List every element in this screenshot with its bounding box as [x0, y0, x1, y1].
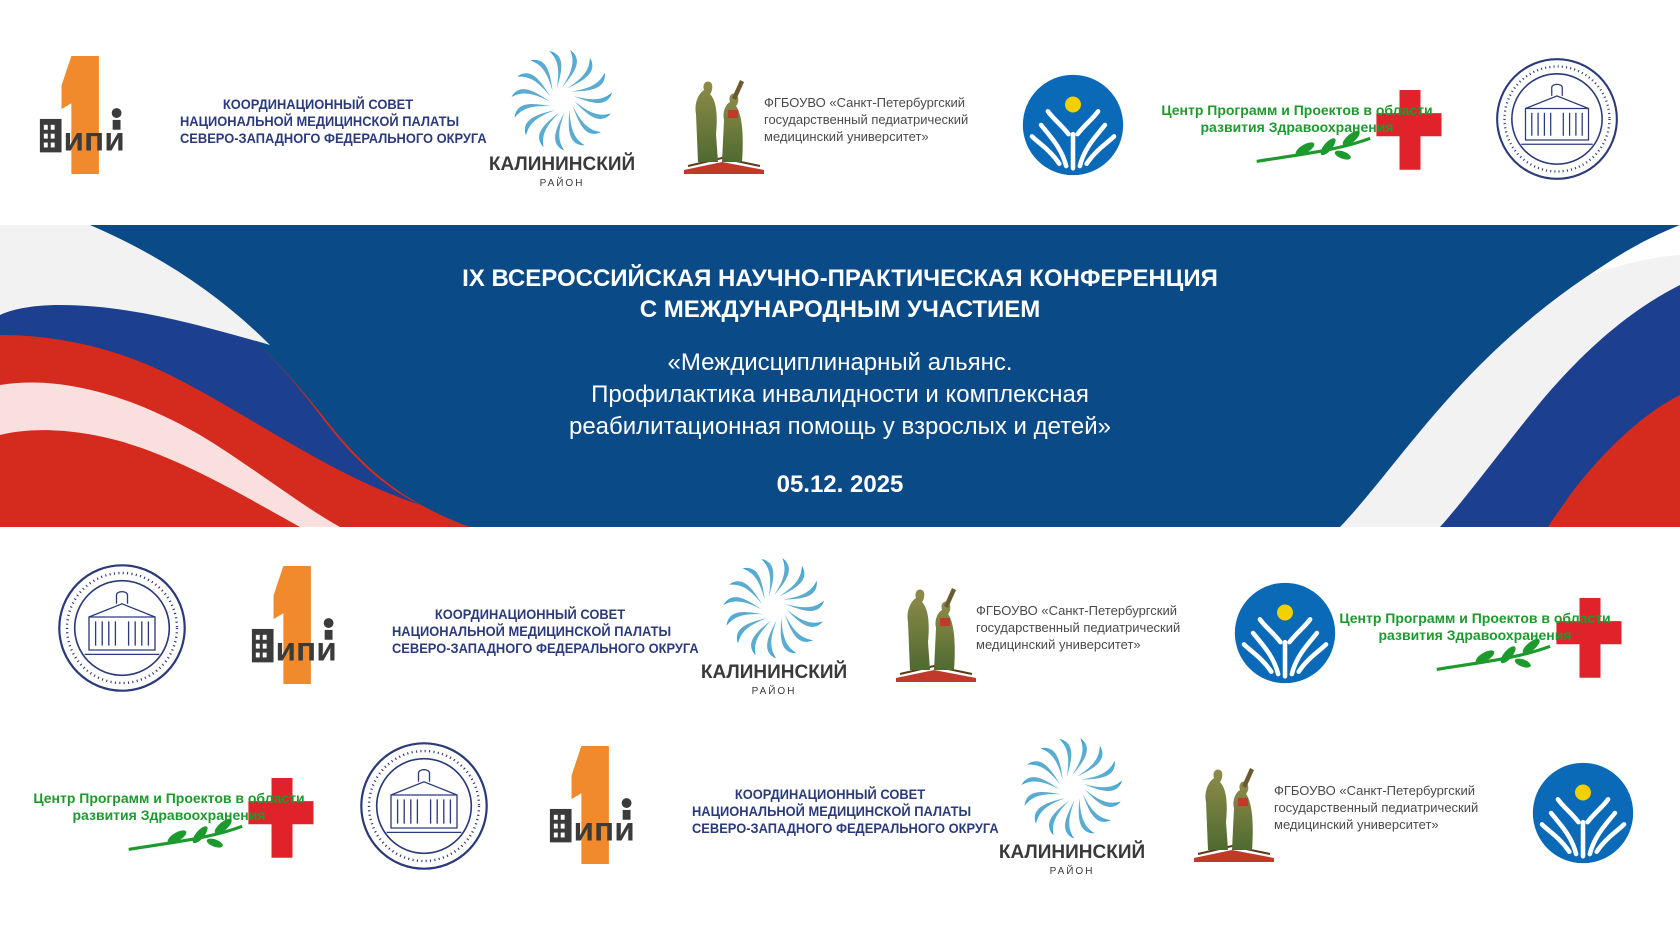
council-line3: СЕВЕРО-ЗАПАДНОГО ФЕДЕРАЛЬНОГО ОКРУГА [392, 640, 699, 656]
health-center-line1: Центр Программ и Проектов в области [33, 790, 305, 806]
kalininsky-name: КАЛИНИНСКИЙ [488, 154, 636, 175]
health-center-text [1152, 102, 1442, 136]
council-line2: НАЦИОНАЛЬНОЙ МЕДИЦИНСКОЙ ПАЛАТЫ [692, 803, 972, 819]
university-seal-icon [1494, 56, 1620, 182]
dipi-logo-icon [28, 56, 158, 174]
spbgpmu-line2: государственный педиатрический [764, 112, 969, 127]
title-line2: С МЕЖДУНАРОДНЫМ УЧАСТИЕМ [639, 296, 1041, 323]
health-center-line2: развития Здравоохранения [1200, 119, 1394, 135]
kalininsky-sub: РАЙОН [751, 686, 797, 697]
subtitle-line2: Профилактика инвалидности и комплексная [591, 381, 1089, 408]
spbgpmu-line2: государственный педиатрический [1274, 800, 1479, 815]
subtitle-line3: реабилитационная помощь у взрослых и детей» [568, 413, 1112, 440]
kalininsky-sub: РАЙОН [539, 178, 585, 189]
spbgpmu-statue-icon [884, 578, 984, 686]
coordination-council-text [692, 786, 999, 837]
council-line2: НАЦИОНАЛЬНОЙ МЕДИЦИНСКОЙ ПАЛАТЫ [392, 623, 672, 639]
cis-emblem-icon [1228, 576, 1342, 690]
health-center-line2: развития Здравоохранения [1378, 627, 1572, 643]
council-line2: НАЦИОНАЛЬНОЙ МЕДИЦИНСКОЙ ПАЛАТЫ [180, 113, 460, 129]
health-center-text [1330, 610, 1620, 644]
kalininsky-name: КАЛИНИНСКИЙ [998, 842, 1146, 863]
health-center-line1: Центр Программ и Проектов в области [1161, 102, 1433, 118]
conference-title [340, 263, 1340, 325]
university-seal-icon [358, 740, 490, 872]
dipi-logo-icon [538, 746, 668, 864]
health-center-text [24, 790, 314, 824]
health-center-line1: Центр Программ и Проектов в области [1339, 610, 1611, 626]
spbgpmu-line3: медицинский университет» [764, 129, 929, 144]
spbgpmu-line1: ФГБОУВО «Санкт-Петербургский [1274, 783, 1475, 798]
kalininsky-swirl-icon [722, 556, 826, 660]
university-seal-icon [56, 562, 188, 694]
council-line1: КООРДИНАЦИОННЫЙ СОВЕТ [222, 96, 414, 112]
kalininsky-name: КАЛИНИНСКИЙ [700, 662, 848, 683]
conference-subtitle [340, 347, 1340, 443]
dipi-logo-icon [240, 566, 370, 684]
coordination-council-text [392, 606, 699, 657]
spbgpmu-statue-icon [1182, 758, 1282, 866]
conference-date: 05.12. 2025 [776, 471, 904, 498]
health-center-line2: развития Здравоохранения [72, 807, 266, 823]
spbgpmu-statue-icon [672, 70, 772, 178]
spbgpmu-text [1274, 782, 1478, 833]
cis-emblem-icon [1526, 756, 1640, 870]
kalininsky-swirl-icon [1020, 736, 1124, 840]
cis-emblem-icon [1016, 68, 1130, 182]
spbgpmu-line2: государственный педиатрический [976, 620, 1181, 635]
council-line1: КООРДИНАЦИОННЫЙ СОВЕТ [734, 786, 926, 802]
title-line1: IX ВСЕРОССИЙСКАЯ НАУЧНО-ПРАКТИЧЕСКАЯ КОНФЕРЕНЦИЯ [462, 265, 1218, 292]
spbgpmu-text [976, 602, 1180, 653]
spbgpmu-line3: медицинский университет» [1274, 817, 1439, 832]
spbgpmu-line1: ФГБОУВО «Санкт-Петербургский [976, 603, 1177, 618]
kalininsky-swirl-icon [510, 48, 614, 152]
council-line3: СЕВЕРО-ЗАПАДНОГО ФЕДЕРАЛЬНОГО ОКРУГА [692, 820, 999, 836]
kalininsky-sub: РАЙОН [1049, 866, 1095, 877]
conference-banner [0, 225, 1680, 527]
coordination-council-text [180, 96, 487, 147]
spbgpmu-text [764, 94, 968, 145]
spbgpmu-line1: ФГБОУВО «Санкт-Петербургский [764, 95, 965, 110]
council-line1: КООРДИНАЦИОННЫЙ СОВЕТ [434, 606, 626, 622]
russian-flag-right-icon [1320, 225, 1680, 527]
spbgpmu-line3: медицинский университет» [976, 637, 1141, 652]
subtitle-line1: «Междисциплинарный альянс. [667, 349, 1013, 376]
council-line3: СЕВЕРО-ЗАПАДНОГО ФЕДЕРАЛЬНОГО ОКРУГА [180, 130, 487, 146]
